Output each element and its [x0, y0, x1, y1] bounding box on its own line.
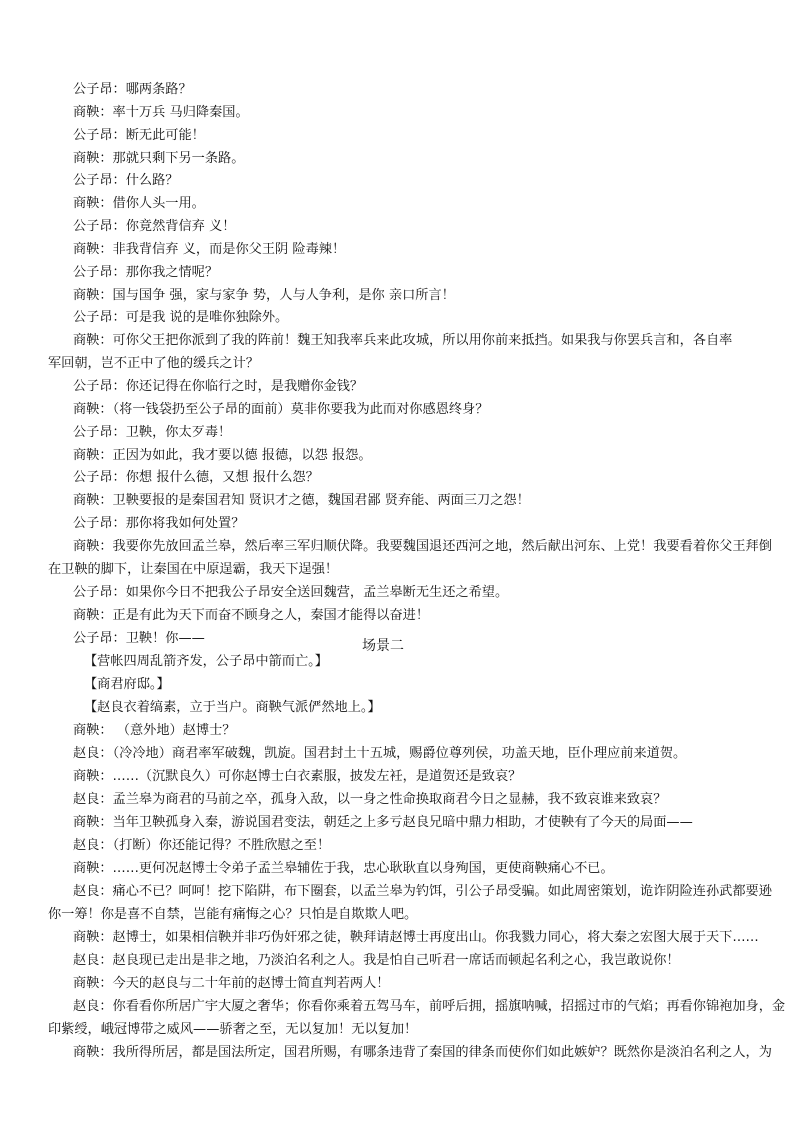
dialogue-line: 赵良：（冷冷地）商君率军破魏，凯旋。国君封土十五城，赐爵位尊列侯，功盖天地，臣仆理应前来道贺。 — [73, 746, 687, 761]
dialogue-line: 商鞅：赵博士，如果相信鞅并非巧伪奸邪之徒，鞅拜请赵博士再度出山。你我戮力同心，将大秦之宏图大展于天下…… — [73, 930, 759, 945]
dialogue-line: 公子昂：你竟然背信弃 义！ — [73, 219, 236, 234]
dialogue-line: 商鞅：可你父王把你派到了我的阵前！魏王知我率兵来此攻城，所以用你前来抵挡。如果我与你罢兵言和，各自率 — [73, 333, 733, 348]
dialogue-line: 商鞅：那就只剩下另一条路。 — [73, 151, 245, 166]
stage-direction: 【赵良衣着缟素，立于当户。商鞅气派俨然地上。】 — [84, 700, 381, 715]
dialogue-line-continued: 军回朝，岂不正中了他的缓兵之计？ — [48, 356, 259, 371]
dialogue-line: 商鞅：非我背信弃 义，而是你父王阴 险毒辣！ — [73, 242, 346, 257]
dialogue-line: 商鞅：（将一钱袋扔至公子昂的面前）莫非你要我为此而对你感恩终身？ — [73, 402, 489, 417]
dialogue-line-continued: 印紫绶，峨冠博带之威风——骄奢之至，无以复加！无以复加！ — [48, 1022, 418, 1037]
dialogue-line: 赵良：（打断）你还能记得？不胜欣慰之至！ — [73, 838, 331, 853]
dialogue-line-continued: 在卫鞅的脚下，让秦国在中原逞霸，我天下逞强！ — [48, 562, 339, 577]
dialogue-line: 公子昂：可是我 说的是唯你独除外。 — [73, 310, 289, 325]
stage-direction: 【营帐四周乱箭齐发，公子昂中箭而亡。】 — [84, 654, 328, 669]
dialogue-line: 公子昂：如果你今日不把我公子昂安全送回魏营，孟兰皋断无生还之希望。 — [73, 585, 509, 600]
dialogue-line: 商鞅：卫鞅要报的是秦国君知 贤识才之德，魏国君鄙 贤弃能、两面三刀之怨！ — [73, 493, 530, 508]
dialogue-line: 商鞅：……更何况赵博士令弟子孟兰皋辅佐于我，忠心耿耿直以身殉国，更使商鞅痛心不已。 — [73, 861, 614, 876]
dialogue-line: 公子昂：哪两条路？ — [73, 82, 192, 97]
dialogue-line: 赵良：痛心不已？呵呵！挖下陷阱，布下圈套，以孟兰皋为钓饵，引公子昂受骗。如此周密策划，诡诈阴险连孙武都要逊 — [73, 884, 772, 899]
dialogue-line: 赵良：孟兰皋为商君的马前之卒，孤身入敌，以一身之性命换取商君今日之显赫，我不致哀谁来致哀？ — [73, 792, 667, 807]
dialogue-line: 商鞅：正是有此为天下而奋不顾身之人，秦国才能得以奋进！ — [73, 608, 430, 623]
dialogue-line: 商鞅：借你人头一用。 — [73, 196, 205, 211]
dialogue-line: 商鞅：国与国争 强，家与家争 势，人与人争利，是你 亲口所言！ — [73, 288, 455, 303]
dialogue-line: 商鞅：今天的赵良与二十年前的赵博士简直判若两人！ — [73, 976, 390, 991]
dialogue-line: 公子昂：你还记得在你临行之时，是我赠你金钱？ — [73, 379, 364, 394]
dialogue-line: 赵良：赵良现已走出是非之地，乃淡泊名利之人。我是怕自己听君一席话而顿起名利之心，我岂敢说你！ — [73, 953, 680, 968]
dialogue-line: 公子昂：什么路？ — [73, 173, 179, 188]
dialogue-line: 商鞅：我所得所居，都是国法所定，国君所赐，有哪条违背了秦国的律条而使你们如此嫉妒？既然你是淡泊名利之人，为 — [73, 1045, 772, 1060]
dialogue-line: 公子昂：断无此可能！ — [73, 128, 205, 143]
dialogue-line: 商鞅：当年卫鞅孤身入秦，游说国君变法，朝廷之上多亏赵良兄暗中鼎力相助，才使鞅有了今天的局面—— — [73, 815, 693, 830]
dialogue-line-continued: 你一筹！你是喜不自禁，岂能有痛悔之心？只怕是自欺欺人吧。 — [48, 907, 418, 922]
dialogue-line: 公子昂：那你将我如何处置？ — [73, 516, 245, 531]
dialogue-line: 商鞅：我要你先放回孟兰皋，然后率三军归顺伏降。我要魏国退还西河之地，然后献出河东、上党！我要看着你父王拜倒 — [73, 539, 772, 554]
dialogue-line: 赵良：你看看你所居广宇大厦之奢华；你看你乘着五驾马车，前呼后拥，摇旗呐喊，招摇过市的气焰；再看你锦袍加身，金 — [73, 999, 786, 1014]
scene-title: 场景二 — [362, 638, 404, 654]
dialogue-line: 商鞅：……（沉默良久）可你赵博士白衣素服，披发左衽，是道贺还是致哀？ — [73, 769, 522, 784]
dialogue-line: 商鞅：正因为如此，我才要以德 报德，以怨 报怨。 — [73, 448, 372, 463]
dialogue-line: 商鞅： （意外地）赵博士？ — [73, 723, 236, 738]
dialogue-line: 公子昂：卫鞅，你太歹毒！ — [73, 425, 232, 440]
dialogue-line: 公子昂：你想 报什么德，又想 报什么怨？ — [73, 470, 319, 485]
stage-direction: 【商君府邸。】 — [84, 677, 170, 692]
dialogue-line: 公子昂：卫鞅！你—— — [73, 631, 205, 646]
dialogue-line: 公子昂：那你我之情呢？ — [73, 265, 219, 280]
dialogue-line: 商鞅：率十万兵 马归降秦国。 — [73, 105, 249, 120]
